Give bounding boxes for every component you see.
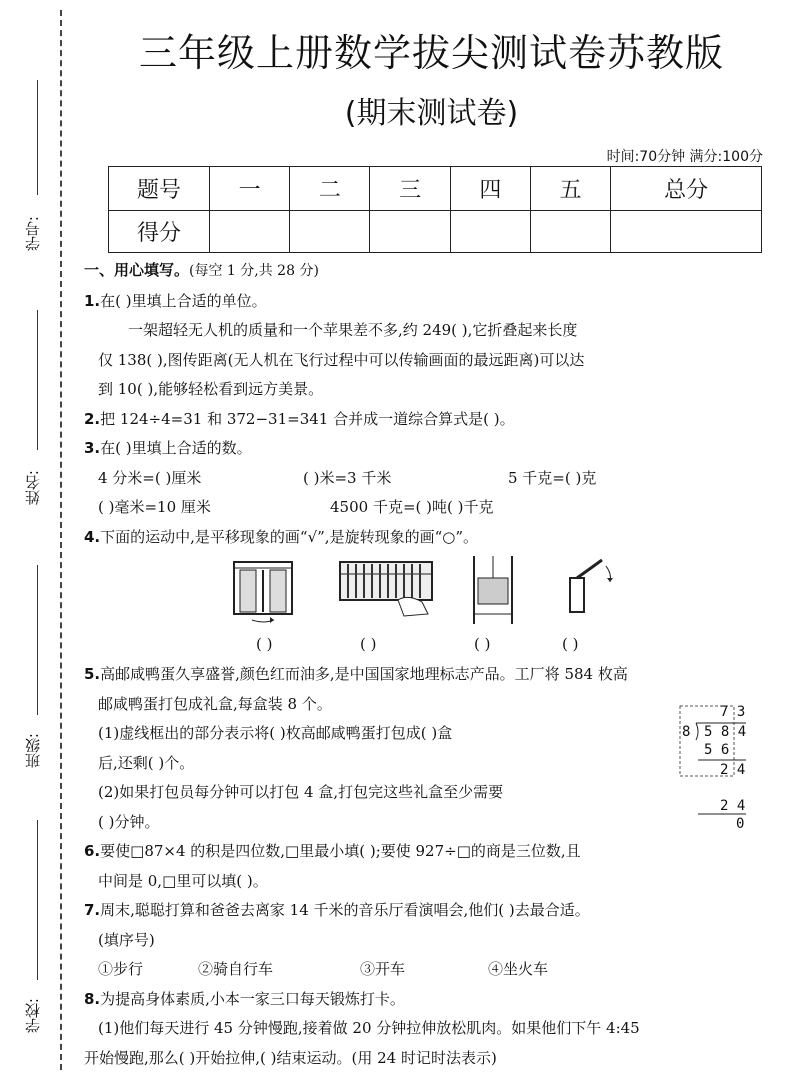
q2-number: 2. [84,410,100,428]
name-label: 姓名: [22,470,43,505]
q6-number: 6. [84,842,100,860]
q8-line [84,985,764,1015]
score-row-label: 得分 [109,211,210,253]
division-quotient: 7 3 [720,704,745,720]
q6-text: 要使□87×4 的积是四位数,□里最小填( );要使 927÷□的商是三位数,且 [100,842,581,860]
long-division-figure [676,704,748,834]
score-table-header-row [109,167,762,211]
score-input-cell[interactable] [370,211,450,253]
score-input-cell[interactable] [530,211,610,253]
q5-part2: (2)如果打包员每分钟可以打包 4 盒,打包完这些礼盒至少需要 [84,778,764,808]
q3-row [84,464,764,494]
school-line [37,820,38,980]
student-id-line [37,80,38,195]
score-table [108,166,762,253]
q7-text: 周末,聪聪打算和爸爸去离家 14 千米的音乐厅看演唱会,他们( )去最合适。 [100,901,590,919]
q5-text: 高邮咸鸭蛋久享盛誉,颜色红而油多,是中国国家地理标志产品。工厂将 584 枚高 [100,665,628,683]
division-divisor: 8 [682,724,690,740]
q6-line: 中间是 0,□里可以填( )。 [84,867,764,897]
q3-blank: 4 分米=( )厘米 [98,464,303,494]
q4-answer-blank[interactable]: ( ) [360,630,376,660]
division-step: 2 4 [720,798,745,814]
q4 [84,523,764,553]
section-note: (每空 1 分,共 28 分) [189,263,319,279]
q4-pictures [84,552,764,630]
elevator-icon [468,556,518,624]
score-header-cell: 二 [290,167,370,211]
score-table-score-row [109,211,762,253]
q1-stem [84,287,764,317]
q8-part1: (1)他们每天进行 45 分钟慢跑,接着做 20 分钟拉伸放松肌肉。如果他们下午 4:45 [84,1014,764,1044]
division-step: 5 6 [704,742,729,758]
q5-number: 5. [84,665,100,683]
revolving-door-icon [230,556,296,626]
q3-blank: 4500 千克=( )吨( )千克 [330,493,493,523]
section-heading [84,256,764,287]
page-subtitle: (期末测试卷) [70,88,793,132]
q5-part2-cont: ( )分钟。 [84,808,764,838]
q1-stem-text: 在( )里填上合适的单位。 [100,292,266,310]
cut-line [60,10,62,1070]
q7-option: ③开车 [360,955,488,985]
division-dividend: 5 8 4 [704,724,746,740]
score-header-cell: 五 [530,167,610,211]
q7-options [84,955,764,985]
q7-line: (填序号) [84,926,764,956]
q7-line [84,896,764,926]
q4-text: 下面的运动中,是平移现象的画“√”,是旋转现象的画“○”。 [100,528,478,546]
q8-number: 8. [84,990,100,1008]
barrier-gate-icon [564,556,628,616]
q1-line: 仅 138( ),图传距离(无人机在飞行过程中可以传输画面的最远距离)可以达 [84,346,764,376]
q1-line: 一架超轻无人机的质量和一个苹果差不多,约 249( ),它折叠起来长度 [84,316,764,346]
q4-answer-row [84,630,764,660]
q3-blank: 5 千克=( )克 [508,464,596,494]
q7-number: 7. [84,901,100,919]
score-input-cell[interactable] [210,211,290,253]
q1-number: 1. [84,292,100,310]
score-header-cell: 总分 [611,167,762,211]
school-label: 学校: [22,998,43,1033]
score-header-cell: 三 [370,167,450,211]
q7-option: ①步行 [98,955,198,985]
binding-margin [0,0,70,1072]
score-header-cell: 题号 [109,167,210,211]
time-info: 时间:70分钟 满分:100分 [607,146,763,166]
class-label: 班级: [22,733,43,768]
q3-blank: ( )毫米=10 厘米 [98,493,330,523]
q3-blank: ( )米=3 千米 [303,464,508,494]
page-title: 三年级上册数学拔尖测试卷苏教版 [70,22,793,77]
q7-option: ④坐火车 [488,955,548,985]
q3-number: 3. [84,439,100,457]
division-step: 2 4 [720,762,745,778]
score-header-cell: 四 [450,167,530,211]
q5-line: 邮咸鸭蛋打包成礼盒,每盒装 8 个。 [84,690,764,720]
q4-answer-blank[interactable]: ( ) [474,630,490,660]
section-title: 一、用心填写。 [84,261,189,279]
score-input-cell[interactable] [611,211,762,253]
q5-part1: (1)虚线框出的部分表示将( )枚高邮咸鸭蛋打包成( )盒 [84,719,764,749]
division-remainder: 0 [736,816,744,832]
name-line [37,310,38,450]
q2-text: 把 124÷4=31 和 372−31=341 合并成一道综合算式是( )。 [100,410,514,428]
q3-stem-text: 在( )里填上合适的数。 [100,439,251,457]
question-content [84,256,764,1073]
score-header-cell: 一 [210,167,290,211]
q8-part1-cont: 开始慢跑,那么( )开始拉伸,( )结束运动。(用 24 时记时法表示) [84,1044,764,1073]
student-id-label: 学号: [22,216,43,251]
q2 [84,405,764,435]
q3-stem [84,434,764,464]
q5-part1-cont: 后,还剩( )个。 [84,749,764,779]
class-line [37,565,38,715]
q4-answer-blank[interactable]: ( ) [562,630,578,660]
abacus-icon [338,556,434,620]
score-input-cell[interactable] [450,211,530,253]
q5-line [84,660,764,690]
q6-line [84,837,764,867]
q7-option: ②骑自行车 [198,955,360,985]
score-input-cell[interactable] [290,211,370,253]
q8-text: 为提高身体素质,小本一家三口每天锻炼打卡。 [100,990,405,1008]
q3-row [84,493,764,523]
q4-answer-blank[interactable]: ( ) [256,630,272,660]
q1-line: 到 10( ),能够轻松看到远方美景。 [84,375,764,405]
q4-number: 4. [84,528,100,546]
